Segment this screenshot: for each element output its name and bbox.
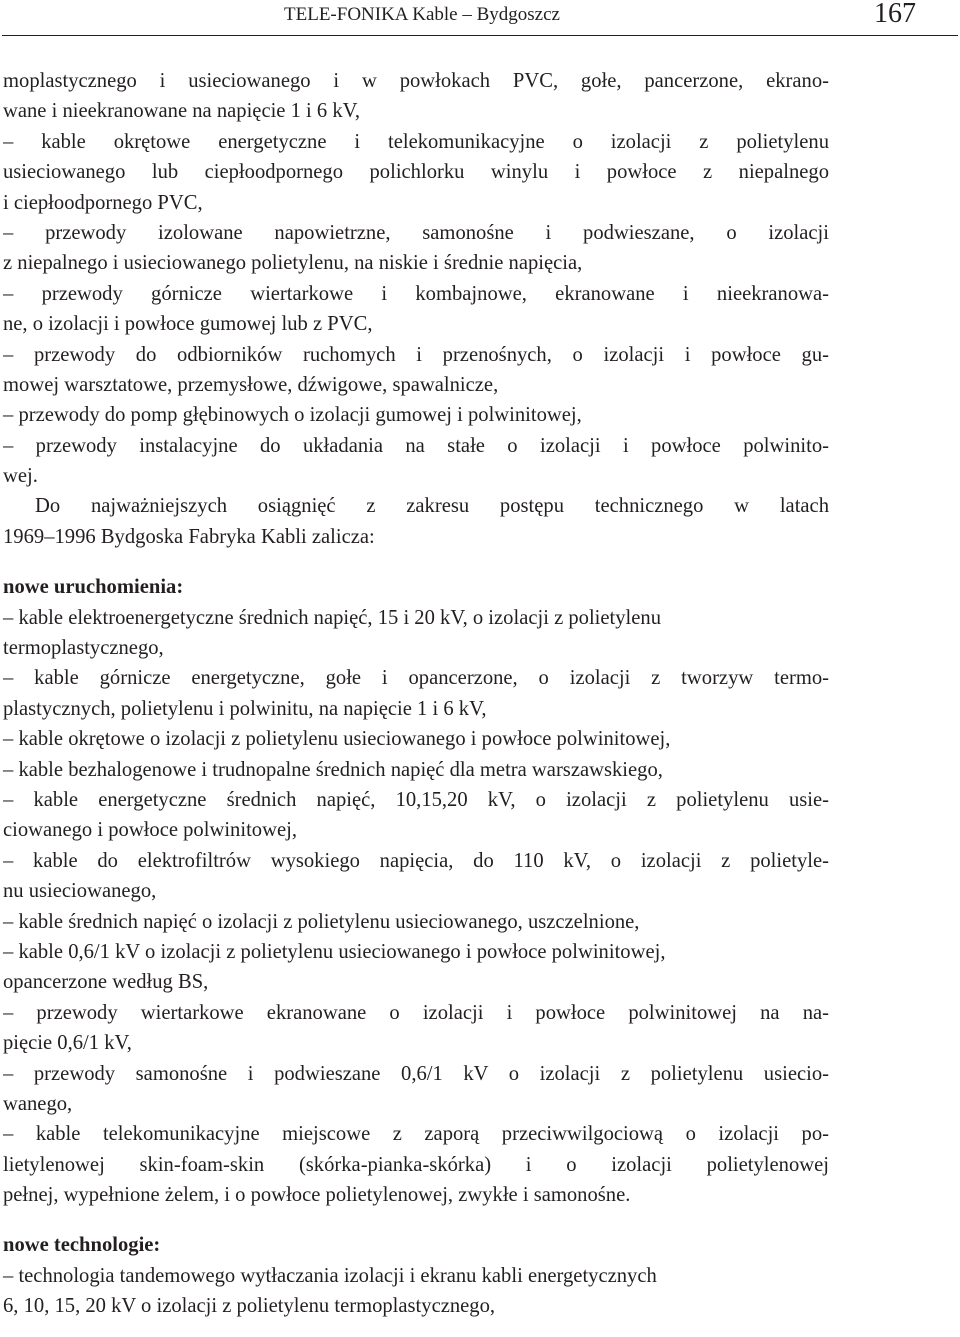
list-item-line: – kable 0,6/1 kV o izolacji z polietylenu usieciowanego i powłoce polwinitowej, (3, 940, 666, 963)
list-item-line: – przewody izolowane napowietrzne, samonośne i podwieszane, o izolacji (3, 221, 829, 244)
body-text (3, 66, 829, 1322)
list-item-line: – przewody wiertarkowe ekranowane o izolacji i powłoce polwinitowej na na- (3, 1001, 829, 1024)
list-item-line: – kable okrętowe energetyczne i telekomunikacyjne o izolacji z polietylenu (3, 130, 829, 153)
section-spacer (3, 1210, 829, 1230)
text-line: usieciowanego lub ciepłoodpornego polichlorku winylu i powłoce z niepalnego (3, 161, 829, 184)
running-head: TELE-FONIKA Kable – Bydgoszcz (284, 4, 560, 25)
text-line: z niepalnego i usieciowanego polietylenu, na niskie i średnie napięcia, (3, 252, 583, 275)
list-item-line: – kable do elektrofiltrów wysokiego napięcia, do 110 kV, o izolacji z polietyle- (3, 849, 829, 872)
header-rule (2, 35, 958, 36)
paragraph-line (3, 491, 829, 521)
text-line: pięcie 0,6/1 kV, (3, 1032, 132, 1055)
text-line: wane i nieekranowane na napięcie 1 i 6 kV, (3, 100, 361, 123)
list-item-line: – kable okrętowe o izolacji z polietylenu usieciowanego i powłoce polwinitowej, (3, 728, 671, 751)
list-item-line: – kable średnich napięć o izolacji z polietylenu usieciowanego, uszczelnione, (3, 910, 640, 933)
list-item-line: – przewody do pomp głębinowych o izolacji gumowej i polwinitowej, (3, 404, 582, 427)
list-item-line: – przewody górnicze wiertarkowe i kombajnowe, ekranowane i nieekranowa- (3, 282, 829, 305)
list-item-line: – przewody do odbiorników ruchomych i przenośnych, o izolacji i powłoce gu- (3, 343, 829, 366)
text-line: pełnej, wypełnione żelem, i o powłoce polietylenowej, zwykłe i samonośne. (3, 1184, 631, 1207)
text-line: plastycznych, polietylenu i polwinitu, na napięcie 1 i 6 kV, (3, 697, 487, 720)
text-line: wanego, (3, 1092, 73, 1115)
list-item-line: – przewody instalacyjne do układania na stałe o izolacji i powłoce polwinito- (3, 434, 829, 457)
text-line: opancerzone według BS, (3, 971, 209, 994)
list-item-line: – kable elektroenergetyczne średnich napięć, 15 i 20 kV, o izolacji z polietylenu (3, 606, 662, 629)
text-line: nu usieciowanego, (3, 880, 157, 903)
list-item-line: – technologia tandemowego wytłaczania izolacji i ekranu kabli energetycznych (3, 1264, 657, 1287)
list-item-line: – przewody samonośne i podwieszane 0,6/1 kV o izolacji z polietylenu usiecio- (3, 1062, 829, 1085)
text-line: wej. (3, 465, 38, 488)
section-heading: nowe uruchomienia: (3, 576, 184, 599)
page-header (0, 0, 960, 34)
list-item-line: – kable górnicze energetyczne, gołe i opancerzone, o izolacji z tworzyw termo- (3, 667, 829, 690)
list-item-line: – kable bezhalogenowe i trudnopalne średnich napięć dla metra warszawskiego, (3, 758, 663, 781)
list-item-line: – kable telekomunikacyjne miejscowe z zaporą przeciwwilgociową o izolacji po- (3, 1123, 829, 1146)
section-heading: nowe technologie: (3, 1234, 161, 1257)
text-line: moplastycznego i usieciowanego i w powłokach PVC, gołe, pancerzone, ekrano- (3, 70, 829, 92)
text-line: termoplastycznego, (3, 637, 164, 660)
section-spacer (3, 552, 829, 572)
page-number: 167 (874, 0, 916, 29)
text-line: mowej warsztatowe, przemysłowe, dźwigowe, spawalnicze, (3, 373, 499, 396)
text-line: 6, 10, 15, 20 kV o izolacji z polietylenu termoplastycznego, (3, 1295, 496, 1318)
list-item-line: – kable energetyczne średnich napięć, 10,15,20 kV, o izolacji z polietylenu usie- (3, 788, 829, 811)
text-line: ciowanego i powłoce polwinitowej, (3, 819, 297, 842)
paragraph-text: Do najważniejszych osiągnięć z zakresu postępu technicznego w latach (35, 495, 829, 518)
text-line: 1969–1996 Bydgoska Fabryka Kabli zalicza: (3, 525, 375, 548)
text-line: ne, o izolacji i powłoce gumowej lub z PVC, (3, 313, 373, 336)
text-line: lietylenowej skin-foam-skin (skórka-pianka-skórka) i o izolacji polietylenowej (3, 1153, 829, 1176)
text-line: i ciepłoodpornego PVC, (3, 191, 203, 214)
